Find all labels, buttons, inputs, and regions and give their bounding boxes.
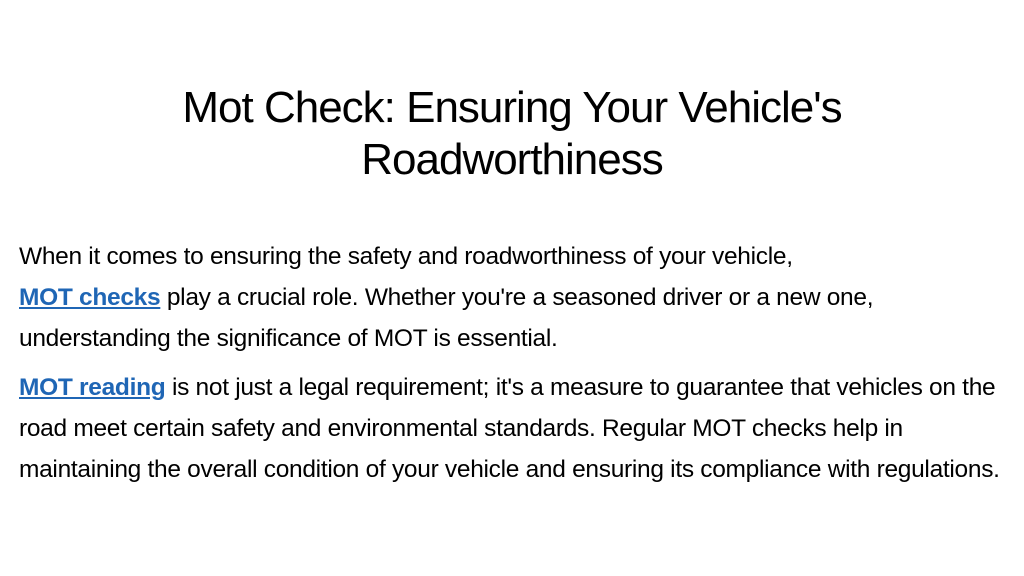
mot-checks-link[interactable]: MOT checks — [19, 284, 161, 311]
paragraph-mot-reading — [19, 367, 1009, 490]
slide-body — [19, 236, 1009, 498]
paragraph-intro — [19, 236, 1009, 359]
paragraph-intro-text-after: play a crucial role. Whether you're a seasoned driver or a new one, understanding the significance of MOT is essential. — [19, 284, 874, 352]
mot-reading-link[interactable]: MOT reading — [19, 374, 166, 401]
slide-title: Mot Check: Ensuring Your Vehicle's Roadworthiness — [182, 83, 842, 184]
paragraph-mot-reading-text-after: is not just a legal requirement; it's a measure to guarantee that vehicles on the road meet certain safety and environmental standards. Regular MOT checks help in maintaining the overall condition of your vehicle and ensuring its compliance with regulations. — [19, 374, 1000, 483]
paragraph-intro-text-before: When it comes to ensuring the safety and roadworthiness of your vehicle, — [19, 243, 793, 270]
